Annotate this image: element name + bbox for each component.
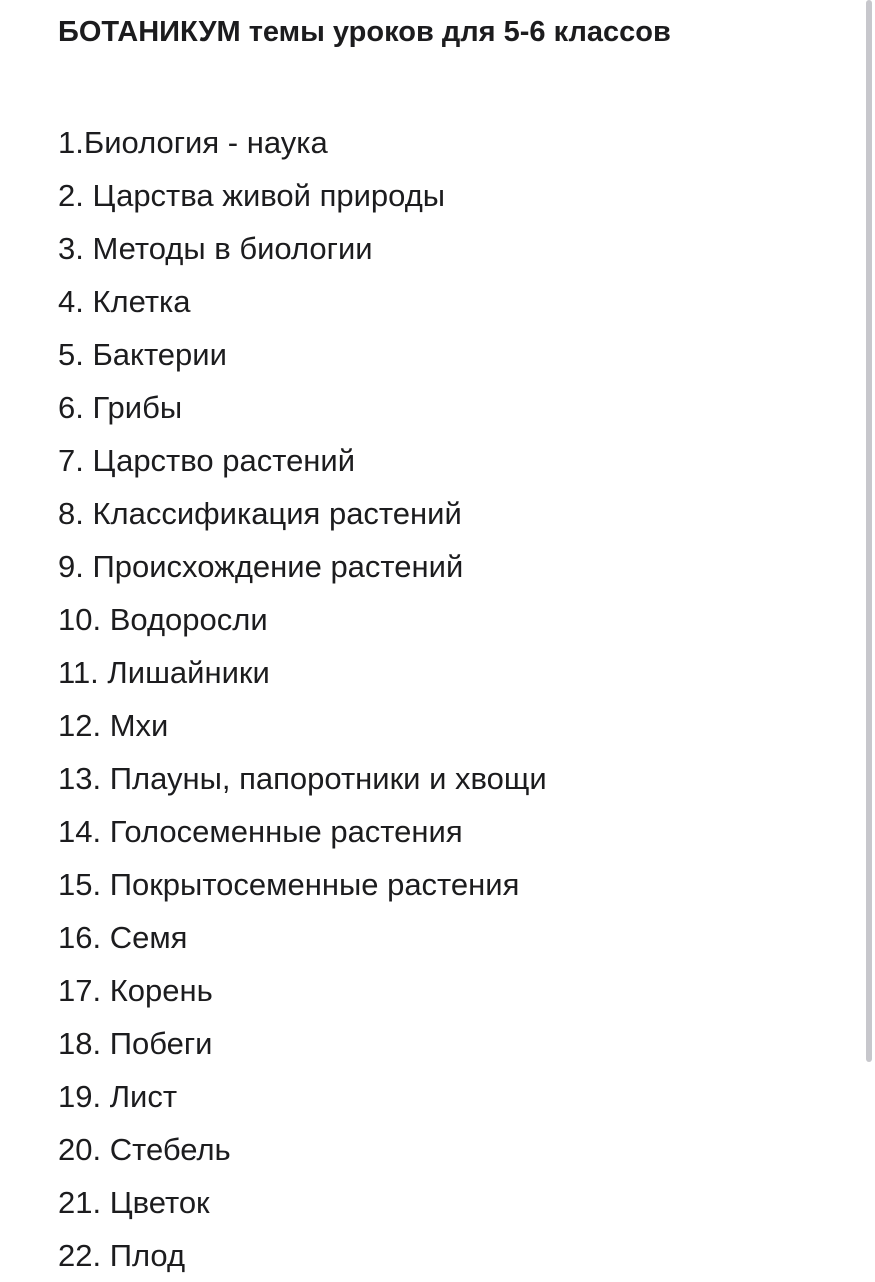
list-item: 7. Царство растений — [58, 443, 356, 478]
note-content — [58, 8, 848, 1282]
list-item: 10. Водоросли — [58, 602, 268, 637]
list-item: 6. Грибы — [58, 390, 183, 425]
vertical-scrollbar[interactable] — [866, 0, 872, 1280]
list-item: 22. Плод — [58, 1238, 186, 1273]
list-item: 11. Лишайники — [58, 655, 270, 690]
list-item: 3. Методы в биологии — [58, 231, 373, 266]
note-title: БОТАНИКУМ темы уроков для 5-6 классов — [58, 16, 671, 48]
list-item: 18. Побеги — [58, 1026, 213, 1061]
list-item: 17. Корень — [58, 973, 213, 1008]
list-item: 5. Бактерии — [58, 337, 227, 372]
list-item: 2. Царства живой природы — [58, 178, 446, 213]
list-item: 13. Плауны, папоротники и хвощи — [58, 761, 547, 796]
list-item: 14. Голосеменные растения — [58, 814, 463, 849]
list-item: 15. Покрытосеменные растения — [58, 867, 520, 902]
list-item: 20. Стебель — [58, 1132, 231, 1167]
list-item: 21. Цветок — [58, 1185, 210, 1220]
list-item: 4. Клетка — [58, 284, 191, 319]
list-item: 1.Биология - наука — [58, 125, 328, 160]
scrollbar-thumb[interactable] — [866, 0, 872, 1062]
list-item: 16. Семя — [58, 920, 188, 955]
list-item: 8. Классификация растений — [58, 496, 462, 531]
list-item: 19. Лист — [58, 1079, 178, 1114]
list-item: 12. Мхи — [58, 708, 169, 743]
list-item: 9. Происхождение растений — [58, 549, 464, 584]
topic-list — [58, 116, 848, 1282]
